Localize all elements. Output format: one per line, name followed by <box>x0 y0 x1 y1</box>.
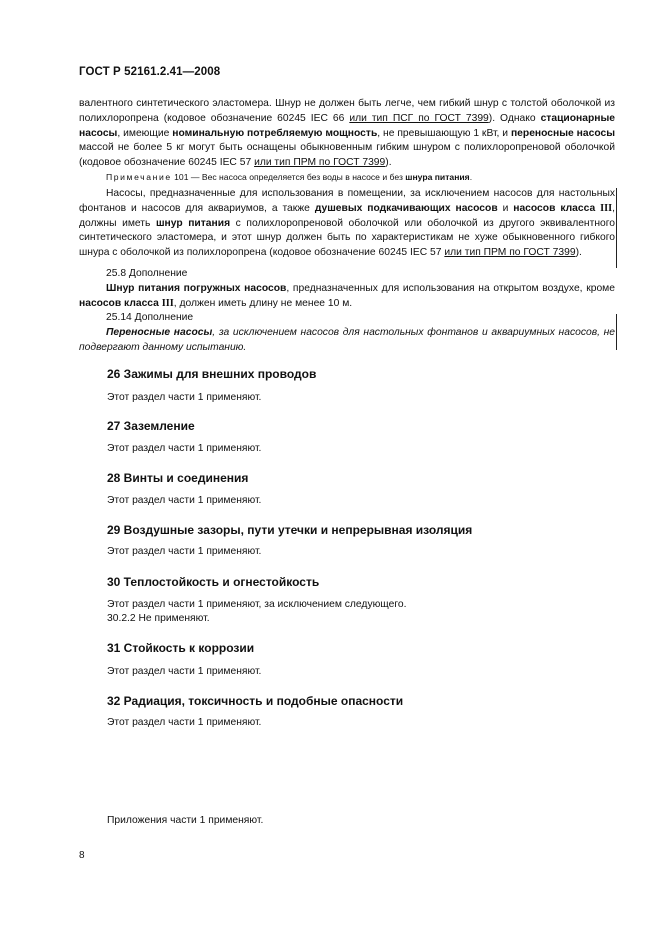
gost-link: или тип ПСГ по ГОСТ 7399 <box>349 112 489 124</box>
gost-link: или тип ПРМ по ГОСТ 7399 <box>254 157 386 169</box>
subclause-25-8: 25.8 Дополнение Шнур питания погружных насосов, предназначенных для использования на открытом воздухе, кроме насосов класса III, должен иметь длину не менее 10 м. <box>79 268 615 309</box>
change-bar <box>616 188 617 268</box>
section-28-heading: 28 Винты и соединения <box>107 471 249 485</box>
subclause-title: 25.8 Дополнение <box>106 268 188 279</box>
change-bar <box>616 314 617 350</box>
section-31-heading: 31 Стойкость к коррозии <box>107 641 255 655</box>
section-29-heading: 29 Воздушные зазоры, пути утечки и непрерывная изоляция <box>107 523 473 537</box>
section-28-text: Этот раздел части 1 применяют. <box>107 495 262 506</box>
section-30-heading: 30 Теплостойкость и огнестойкость <box>107 575 320 589</box>
note-label: Примечание <box>106 172 172 182</box>
note-101: Примечание 101 — Вес насоса определяется без воды в насосе и без шнура питания. <box>106 172 473 182</box>
section-26-text: Этот раздел части 1 применяют. <box>107 392 262 403</box>
paragraph-cord-requirements: валентного синтетического эластомера. Шнур не должен быть легче, чем гибкий шнур с толстой оболочкой из полихлоропрена (кодовое обозначение 60245 IEC 66 или тип ПСГ по ГОСТ 7399). Однако стационарные насосы, имеющие номинальную потребляемую мощность, не превышающую 1 кВт, и переносные насосы массой не более 5 кг могут быть оснащены обыкновенным гибким шнуром с полихлоропреновой оболочкой (кодовое обозначение 60245 IEC 57 или тип ПРМ по ГОСТ 7399). <box>79 98 615 169</box>
section-32-text: Этот раздел части 1 применяют. <box>107 717 262 728</box>
page-number: 8 <box>79 850 85 861</box>
section-32-heading: 32 Радиация, токсичность и подобные опасности <box>107 694 404 708</box>
section-26-heading: 26 Зажимы для внешних проводов <box>107 367 317 381</box>
section-27-heading: 27 Заземление <box>107 419 195 433</box>
subclause-25-14: 25.14 Дополнение Переносные насосы, за исключением насосов для настольных фонтанов и аквариумных насосов, не подвергают данному испытанию. <box>79 312 616 353</box>
gost-link: или тип ПРМ по ГОСТ 7399 <box>444 247 576 259</box>
subclause-title: 25.14 Дополнение <box>106 312 194 323</box>
document-header: ГОСТ Р 52161.2.41—2008 <box>79 66 221 78</box>
section-30-2-2-text: 30.2.2 Не применяют. <box>107 613 210 624</box>
section-29-text: Этот раздел части 1 применяют. <box>107 546 262 557</box>
paragraph-indoor-pumps: Насосы, предназначенные для использования в помещении, за исключением насосов для настольных фонтанов и насосов для аквариумов, а также душевых подкачивающих насосов и насосов класса III, должны иметь шнур питания с полихлоропреновой оболочкой или оболочкой из другого эквивалентного синтетического эластомера, и этот шнур должен быть по характеристикам не хуже обыкновенного гибкого шнура с оболочкой из полихлоропрена (кодовое обозначение 60245 IEC 57 или тип ПРМ по ГОСТ 7399). <box>79 188 615 259</box>
section-30-text: Этот раздел части 1 применяют, за исключением следующего. <box>107 599 407 610</box>
annexes-text: Приложения части 1 применяют. <box>107 815 264 826</box>
section-31-text: Этот раздел части 1 применяют. <box>107 666 262 677</box>
section-27-text: Этот раздел части 1 применяют. <box>107 443 262 454</box>
